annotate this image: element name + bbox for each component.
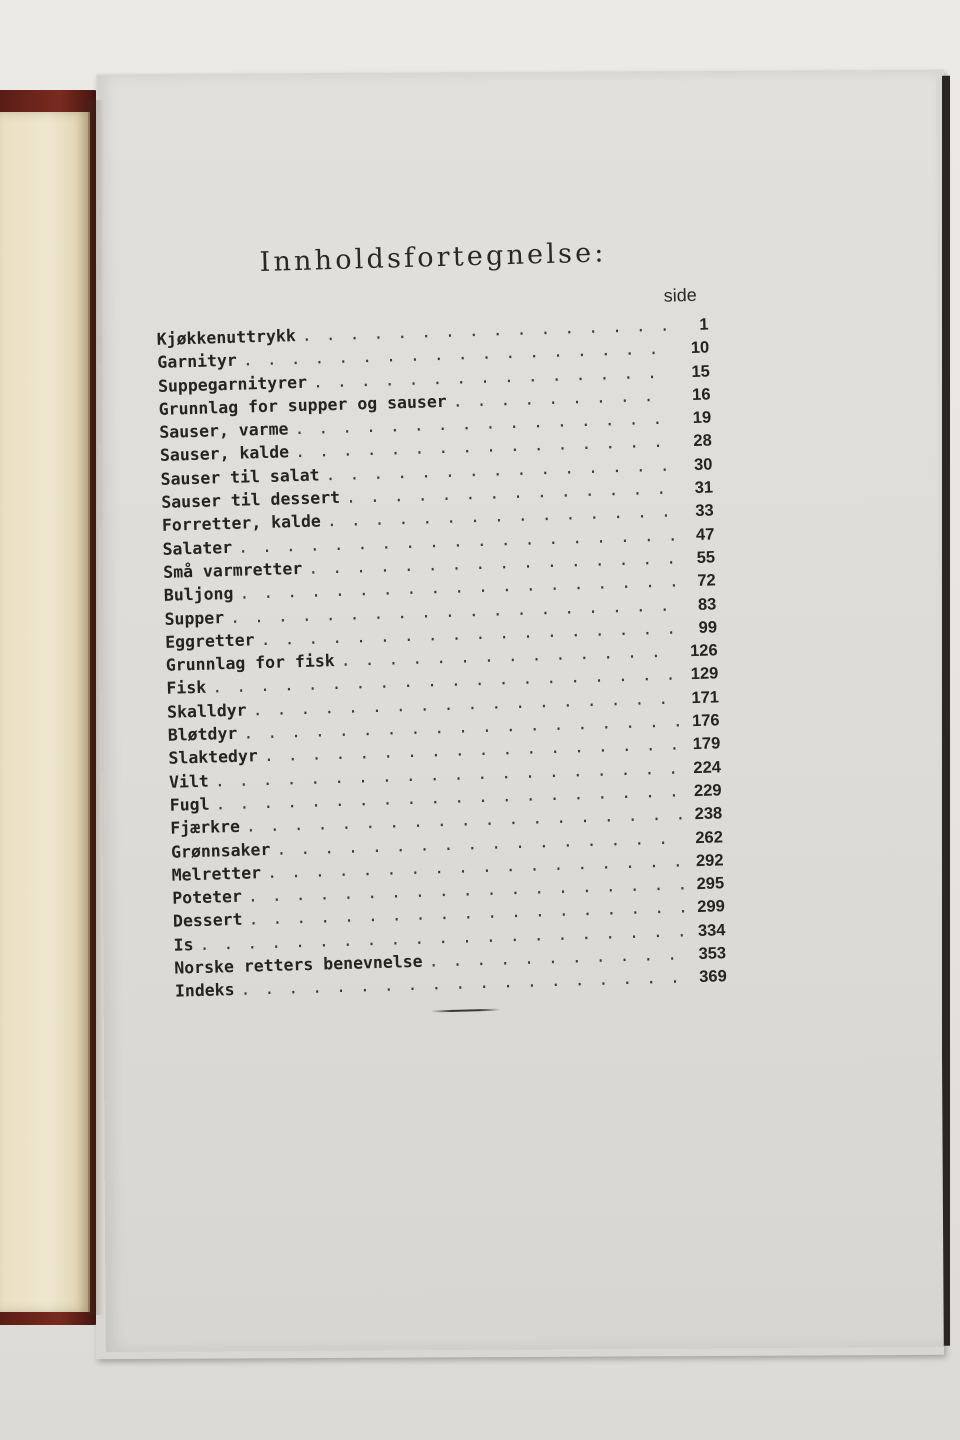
toc-entry-title: Kjøkkenuttrykk — [156, 326, 297, 349]
toc-entry-page: 19 — [692, 408, 712, 428]
page-title: Innholdsfortegnelse: — [259, 237, 608, 279]
toc-entry-page: 47 — [695, 525, 715, 544]
toc-entry-title: Indeks — [174, 980, 235, 1001]
toc-entry-title: Melretter — [171, 863, 262, 885]
toc-entry-title: Suppegarnityrer — [157, 372, 308, 396]
toc-entry-title: Poteter — [172, 886, 243, 908]
toc-entry-page: 10 — [690, 338, 710, 358]
toc-entry-page: 55 — [696, 548, 716, 567]
toc-entry-title: Skalldyr — [166, 700, 247, 722]
toc-entry-page: 229 — [693, 781, 722, 801]
toc-entry-page: 292 — [695, 851, 724, 870]
toc-entry-title: Dessert — [172, 910, 243, 932]
toc-entry-page: 299 — [697, 897, 726, 917]
toc-entry-title: Is — [173, 934, 194, 955]
toc-entry-page: 238 — [694, 804, 723, 824]
left-page — [0, 112, 90, 1312]
toc-entry-title: Sauser, kalde — [159, 442, 290, 466]
toc-entry-title: Sauser til salat — [160, 465, 320, 489]
toc-entry-title: Små varmretter — [162, 558, 303, 582]
toc-entry-title: Slaktedyr — [168, 746, 259, 769]
toc-entry-page: 126 — [689, 641, 718, 661]
toc-entry-title: Sauser til dessert — [161, 487, 341, 512]
toc-entry-title: Grunnlag for fisk — [165, 651, 335, 675]
toc-entry-title: Grunnlag for supper og sauser — [158, 391, 447, 419]
page-column-header: side — [663, 284, 698, 306]
toc-entry-page: 31 — [694, 478, 714, 498]
toc-entry-title: Garnityr — [157, 351, 238, 373]
toc-entry-title: Vilt — [168, 771, 210, 792]
toc-entry-page: 83 — [697, 594, 717, 614]
toc-entry-page: 334 — [697, 921, 726, 940]
toc-entry-page: 224 — [693, 757, 722, 777]
toc-entry-page: 295 — [696, 874, 725, 894]
toc-entry-page: 176 — [691, 711, 720, 731]
toc-entry-title: Fjærkre — [170, 817, 241, 838]
toc-entry-title: Forretter, kalde — [161, 511, 322, 536]
toc-entry-page: 30 — [693, 455, 713, 474]
gutter-shadow — [88, 100, 104, 1315]
toc-entry-page: 353 — [698, 944, 727, 964]
toc-list — [156, 315, 727, 1006]
toc-entry-title: Grønnsaker — [170, 839, 271, 862]
toc-entry-title: Fisk — [166, 678, 207, 699]
toc-entry-page: 171 — [691, 688, 720, 707]
toc-entry-page: 33 — [695, 501, 714, 521]
toc-entry-title: Salater — [162, 537, 233, 559]
toc-entry-title: Eggretter — [164, 630, 255, 652]
toc-entry-page: 15 — [691, 362, 711, 381]
toc-entry-page: 262 — [695, 827, 724, 847]
toc-entry-page: 16 — [691, 385, 711, 404]
toc-entry-title: Supper — [164, 607, 225, 629]
toc-entry-title: Sauser, varme — [159, 419, 289, 443]
toc-entry-title: Norske retters benevnelse — [174, 951, 423, 978]
toc-entry-title: Bløtdyr — [167, 723, 238, 745]
toc-entry-page: 1 — [699, 315, 709, 334]
toc-entry-page: 369 — [698, 967, 727, 987]
toc-entry-title: Buljong — [163, 584, 234, 606]
toc-entry-title: Fugl — [169, 794, 210, 815]
toc-entry-page: 72 — [697, 571, 716, 591]
toc-entry-page: 99 — [698, 618, 718, 637]
toc-entry-page: 129 — [690, 664, 719, 684]
toc-entry-page: 28 — [693, 431, 713, 451]
toc-entry-page: 179 — [692, 734, 721, 754]
